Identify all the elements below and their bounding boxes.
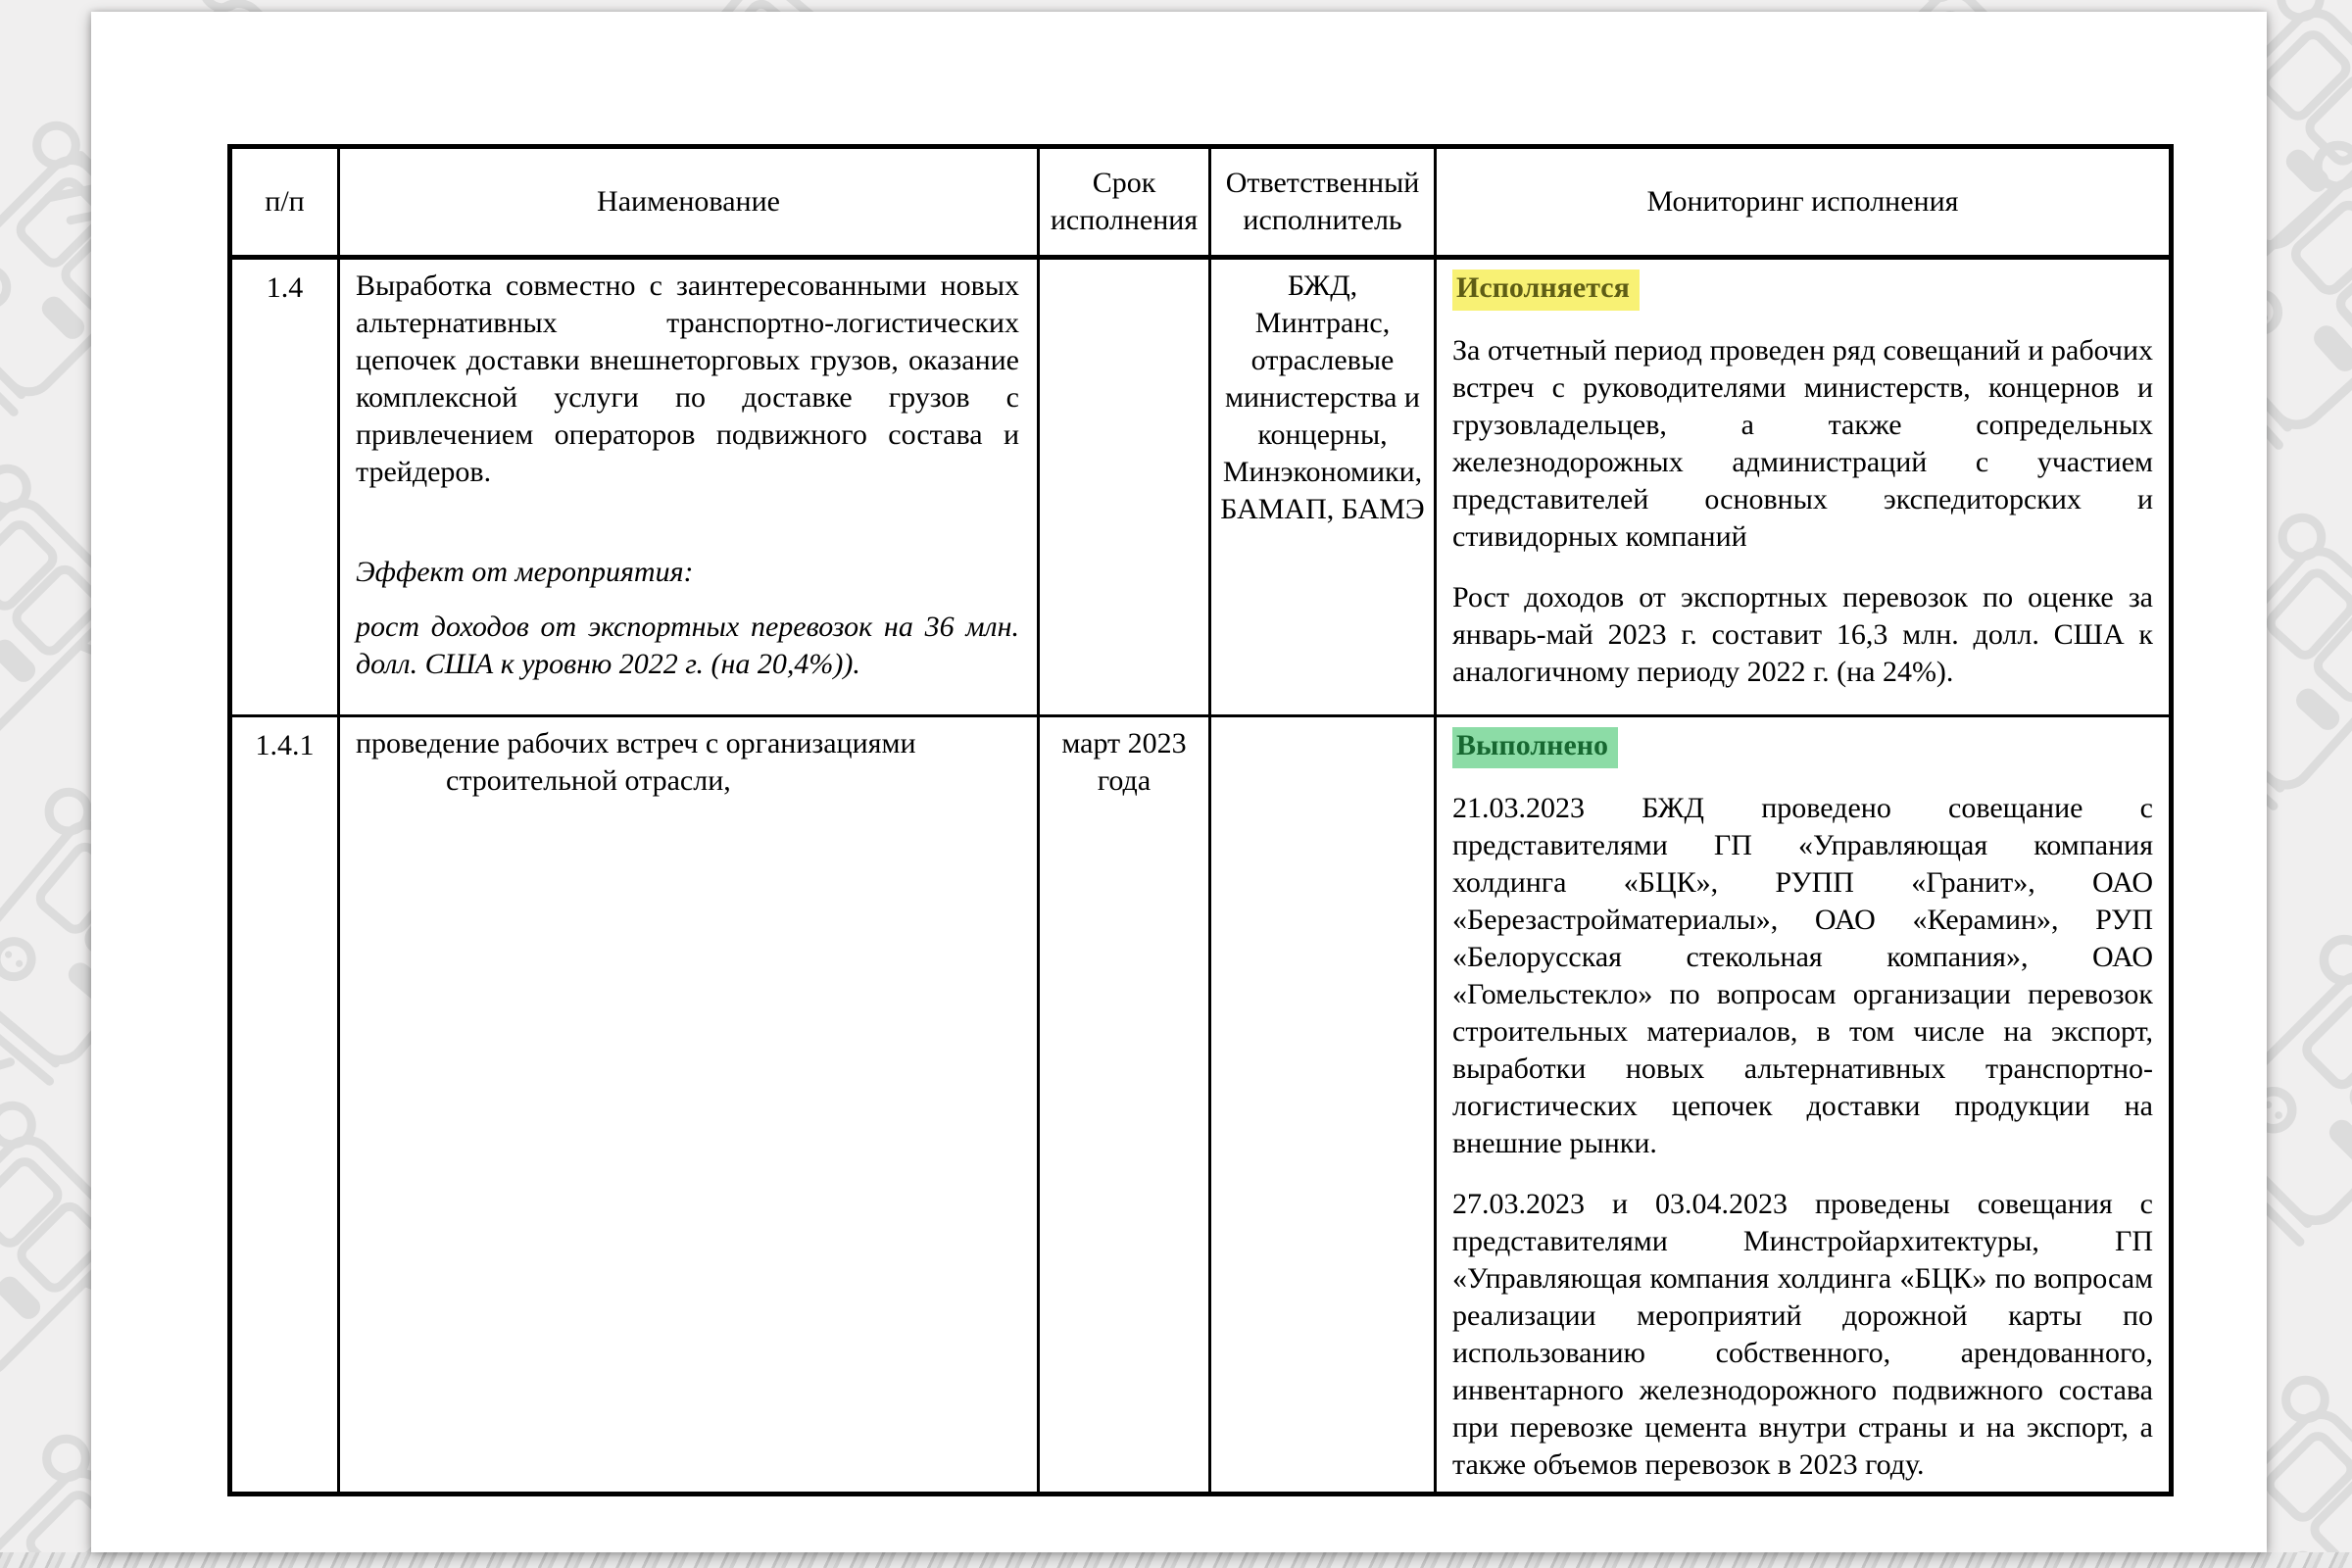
executor-value: БЖД, Минтранс, отраслевые министерства и концерны, Минэкономики, БАМАП, БАМЭ — [1220, 270, 1425, 525]
header-label-executor: Ответственный исполнитель — [1225, 167, 1420, 236]
row-1-4-executor — [1211, 260, 1437, 717]
header-label-deadline: Срок исполнения — [1050, 167, 1199, 236]
row-1-4-monitoring — [1437, 260, 2169, 717]
monitoring-table — [227, 144, 2174, 1496]
header-cell-monitoring — [1437, 149, 2169, 260]
status-badge: Исполняется — [1452, 270, 1640, 311]
row-1-4-1-num — [232, 717, 340, 1492]
row-1-4-deadline — [1040, 260, 1211, 717]
header-label-monitoring: Мониторинг исполнения — [1646, 185, 1959, 218]
row-number: 1.4 — [266, 271, 304, 304]
row-1-4-1-monitoring — [1437, 717, 2169, 1492]
row-number: 1.4.1 — [255, 729, 315, 761]
deadline-value: март 2023 года — [1061, 727, 1187, 797]
effect-text: рост доходов от экспортных перевозок на 36 млн. долл. США к уровню 2022 г. (на 20,4%)). — [356, 611, 1019, 680]
status-badge: Выполнено — [1452, 727, 1618, 768]
status-line — [1452, 727, 2153, 768]
header-cell-name — [340, 149, 1040, 260]
monitoring-paragraph: 21.03.2023 БЖД проведено совещание с представителями ГП «Управляющая компания холдинга «БЦК», РУПП «Гранит», ОАО «Березастройматериалы», ОАО «Керамин», РУП «Белорусская стекольная компания», ОАО «Гомельстекло» по вопросам организации перевозок строительных материалов, в том числе на экспорт, выработки новых альтернативных транспортно-логистических цепочек доставки продукции на внешние рынки. — [1452, 792, 2153, 1159]
row-1-4-name — [340, 260, 1040, 717]
monitoring-paragraph: 27.03.2023 и 03.04.2023 проведены совещания с представителями Минстройархитектуры, ГП «Управляющая компания холдинга «БЦК» по вопросам реализации мероприятий дорожной карты по использованию собственного, арендованного, инвентарного железнодорожного подвижного состава при перевозке цемента внутри страны и на экспорт, а также объемов перевозок в 2023 году. — [1452, 1188, 2153, 1481]
monitoring-paragraph: За отчетный период проведен ряд совещаний и рабочих встреч с руководителями министерств, концернов и грузовладельцев, а также сопредельных железнодорожных администраций с участием представителей основных экспедиторских и стивидорных компаний — [1452, 334, 2153, 553]
document-page — [91, 12, 2267, 1552]
header-cell-deadline — [1040, 149, 1211, 260]
monitoring-paragraph: Рост доходов от экспортных перевозок по оценке за январь-май 2023 г. составит 16,3 млн. долл. США к аналогичному периоду 2022 г. (на 24%). — [1452, 581, 2153, 688]
row-1-4-num — [232, 260, 340, 717]
header-cell-executor — [1211, 149, 1437, 260]
bottom-hatch-texture — [0, 1552, 2352, 1568]
status-line — [1452, 270, 2153, 311]
row-1-4-1-deadline — [1040, 717, 1211, 1492]
effect-label: Эффект от мероприятия: — [356, 556, 694, 588]
row-1-4-1-name — [340, 717, 1040, 1492]
header-cell-num — [232, 149, 340, 260]
header-label-num: п/п — [265, 185, 305, 218]
header-label-name: Наименование — [597, 185, 780, 218]
measure-description: проведение рабочих встреч с организациями строительной отрасли, — [356, 727, 916, 797]
measure-description: Выработка совместно с заинтересованными новых альтернативных транспортно-логистических цепочек доставки внешнеторговых грузов, оказание комплексной услуги по доставке грузов с привлечением операторов подвижного состава и трейдеров. — [356, 270, 1019, 488]
row-1-4-1-executor — [1211, 717, 1437, 1492]
